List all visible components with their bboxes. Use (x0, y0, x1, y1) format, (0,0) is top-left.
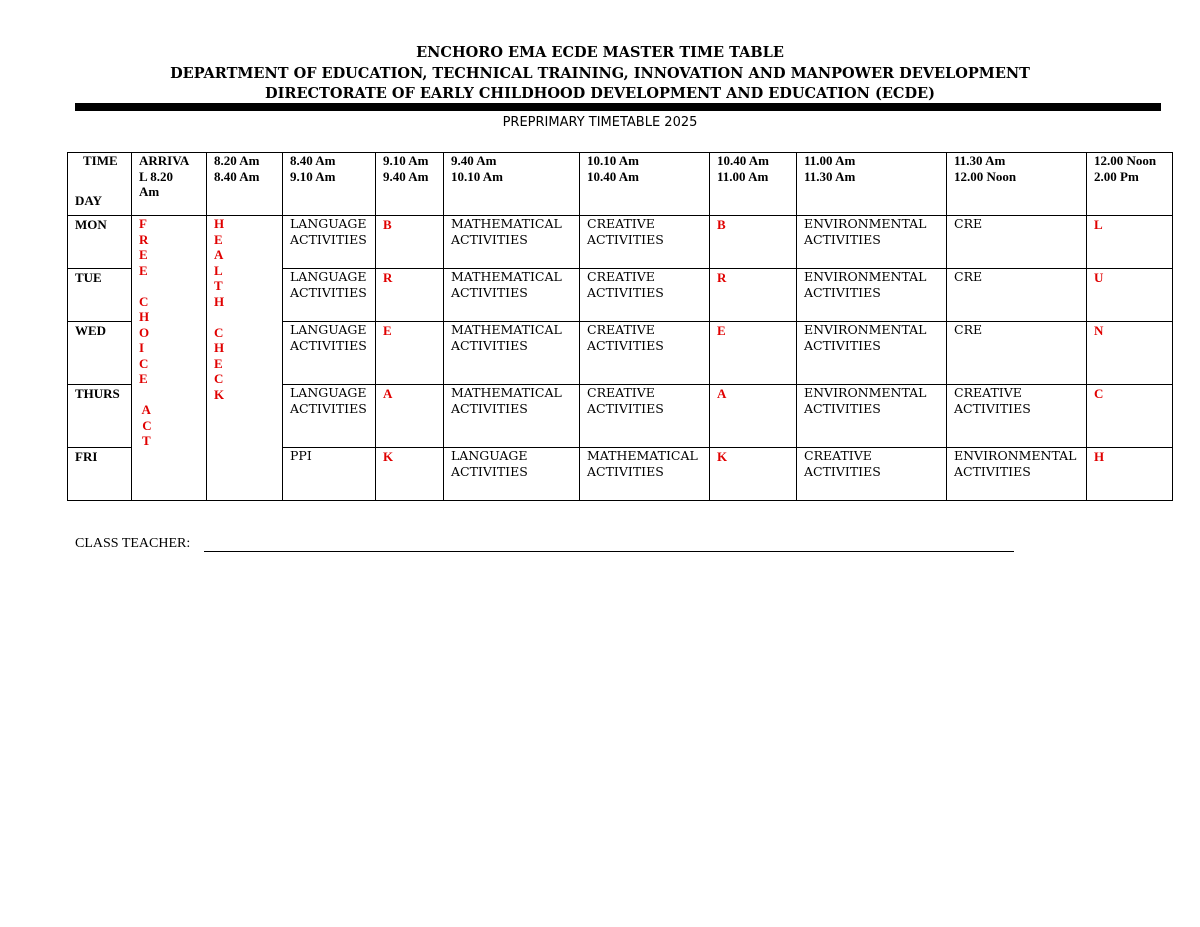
activity-cell: LANGUAGE ACTIVITIES (444, 448, 580, 501)
day-cell: MON (68, 216, 132, 269)
health-check-label: H E A L T H C H E C K (214, 216, 225, 402)
header-cell: 12.00 Noon 2.00 Pm (1087, 153, 1173, 216)
break-letter-cell: E (376, 322, 444, 385)
class-teacher-signature-line[interactable] (204, 551, 1014, 552)
directorate-heading: DIRECTORATE OF EARLY CHILDHOOD DEVELOPMENT AND EDUCATION (ECDE) (265, 85, 935, 102)
activity-cell: ENVIRONMENTAL ACTIVITIES (797, 385, 947, 448)
time-label: TIME (83, 153, 118, 168)
break-letter-cell: K (710, 448, 797, 501)
day-cell: WED (68, 322, 132, 385)
department-heading: DEPARTMENT OF EDUCATION, TECHNICAL TRAINING, INNOVATION AND MANPOWER DEVELOPMENT (170, 65, 1030, 82)
break-letter-cell: B (376, 216, 444, 269)
lunch-letter-cell: U (1087, 269, 1173, 322)
activity-cell: CREATIVE ACTIVITIES (947, 385, 1087, 448)
activity-cell: MATHEMATICAL ACTIVITIES (444, 385, 580, 448)
table-row (68, 216, 1173, 269)
activity-cell: MATHEMATICAL ACTIVITIES (580, 448, 710, 501)
timetable-subtitle: PREPRIMARY TIMETABLE 2025 (502, 115, 698, 130)
activity-cell: CREATIVE ACTIVITIES (580, 269, 710, 322)
day-cell: FRI (68, 448, 132, 501)
header-cell: 11.00 Am 11.30 Am (797, 153, 947, 216)
class-teacher-label: CLASS TEACHER: (75, 536, 191, 551)
activity-cell: CREATIVE ACTIVITIES (580, 216, 710, 269)
header-cell: 9.10 Am 9.40 Am (376, 153, 444, 216)
activity-cell: ENVIRONMENTAL ACTIVITIES (797, 269, 947, 322)
activity-cell: LANGUAGE ACTIVITIES (283, 322, 376, 385)
activity-cell: PPI (283, 448, 376, 501)
free-choice-cell (132, 216, 207, 501)
activity-cell: CRE (947, 322, 1087, 385)
activity-cell: CREATIVE ACTIVITIES (580, 322, 710, 385)
timetable (67, 152, 1173, 501)
corner-cell (68, 153, 132, 216)
lunch-letter-cell: C (1087, 385, 1173, 448)
activity-cell: ENVIRONMENTAL ACTIVITIES (797, 216, 947, 269)
activity-cell: LANGUAGE ACTIVITIES (283, 269, 376, 322)
header-cell: 8.40 Am 9.10 Am (283, 153, 376, 216)
activity-cell: CREATIVE ACTIVITIES (797, 448, 947, 501)
break-letter-cell: R (376, 269, 444, 322)
health-check-cell (207, 216, 283, 501)
day-cell: TUE (68, 269, 132, 322)
document-title: ENCHORO EMA ECDE MASTER TIME TABLE (416, 44, 784, 61)
header-cell: 11.30 Am 12.00 Noon (947, 153, 1087, 216)
day-label: DAY (75, 192, 102, 208)
activity-cell: LANGUAGE ACTIVITIES (283, 216, 376, 269)
header-cell: 10.10 Am 10.40 Am (580, 153, 710, 216)
activity-cell: CRE (947, 216, 1087, 269)
lunch-letter-cell: L (1087, 216, 1173, 269)
lunch-letter-cell: N (1087, 322, 1173, 385)
header-cell: ARRIVA L 8.20 Am (132, 153, 207, 216)
header-cell: 9.40 Am 10.10 Am (444, 153, 580, 216)
header-cell: 8.20 Am 8.40 Am (207, 153, 283, 216)
break-letter-cell: K (376, 448, 444, 501)
break-letter-cell: R (710, 269, 797, 322)
lunch-letter-cell: H (1087, 448, 1173, 501)
activity-cell: MATHEMATICAL ACTIVITIES (444, 269, 580, 322)
activity-cell: CRE (947, 269, 1087, 322)
break-letter-cell: E (710, 322, 797, 385)
header-divider (75, 103, 1161, 111)
activity-cell: LANGUAGE ACTIVITIES (283, 385, 376, 448)
break-letter-cell: A (710, 385, 797, 448)
header-cell: 10.40 Am 11.00 Am (710, 153, 797, 216)
day-cell: THURS (68, 385, 132, 448)
break-letter-cell: B (710, 216, 797, 269)
activity-cell: CREATIVE ACTIVITIES (580, 385, 710, 448)
activity-cell: MATHEMATICAL ACTIVITIES (444, 322, 580, 385)
activity-cell: MATHEMATICAL ACTIVITIES (444, 216, 580, 269)
break-letter-cell: A (376, 385, 444, 448)
activity-cell: ENVIRONMENTAL ACTIVITIES (947, 448, 1087, 501)
header-row (68, 153, 1173, 216)
activity-cell: ENVIRONMENTAL ACTIVITIES (797, 322, 947, 385)
free-choice-label: F R E E C H O I C E A C T (139, 216, 152, 448)
